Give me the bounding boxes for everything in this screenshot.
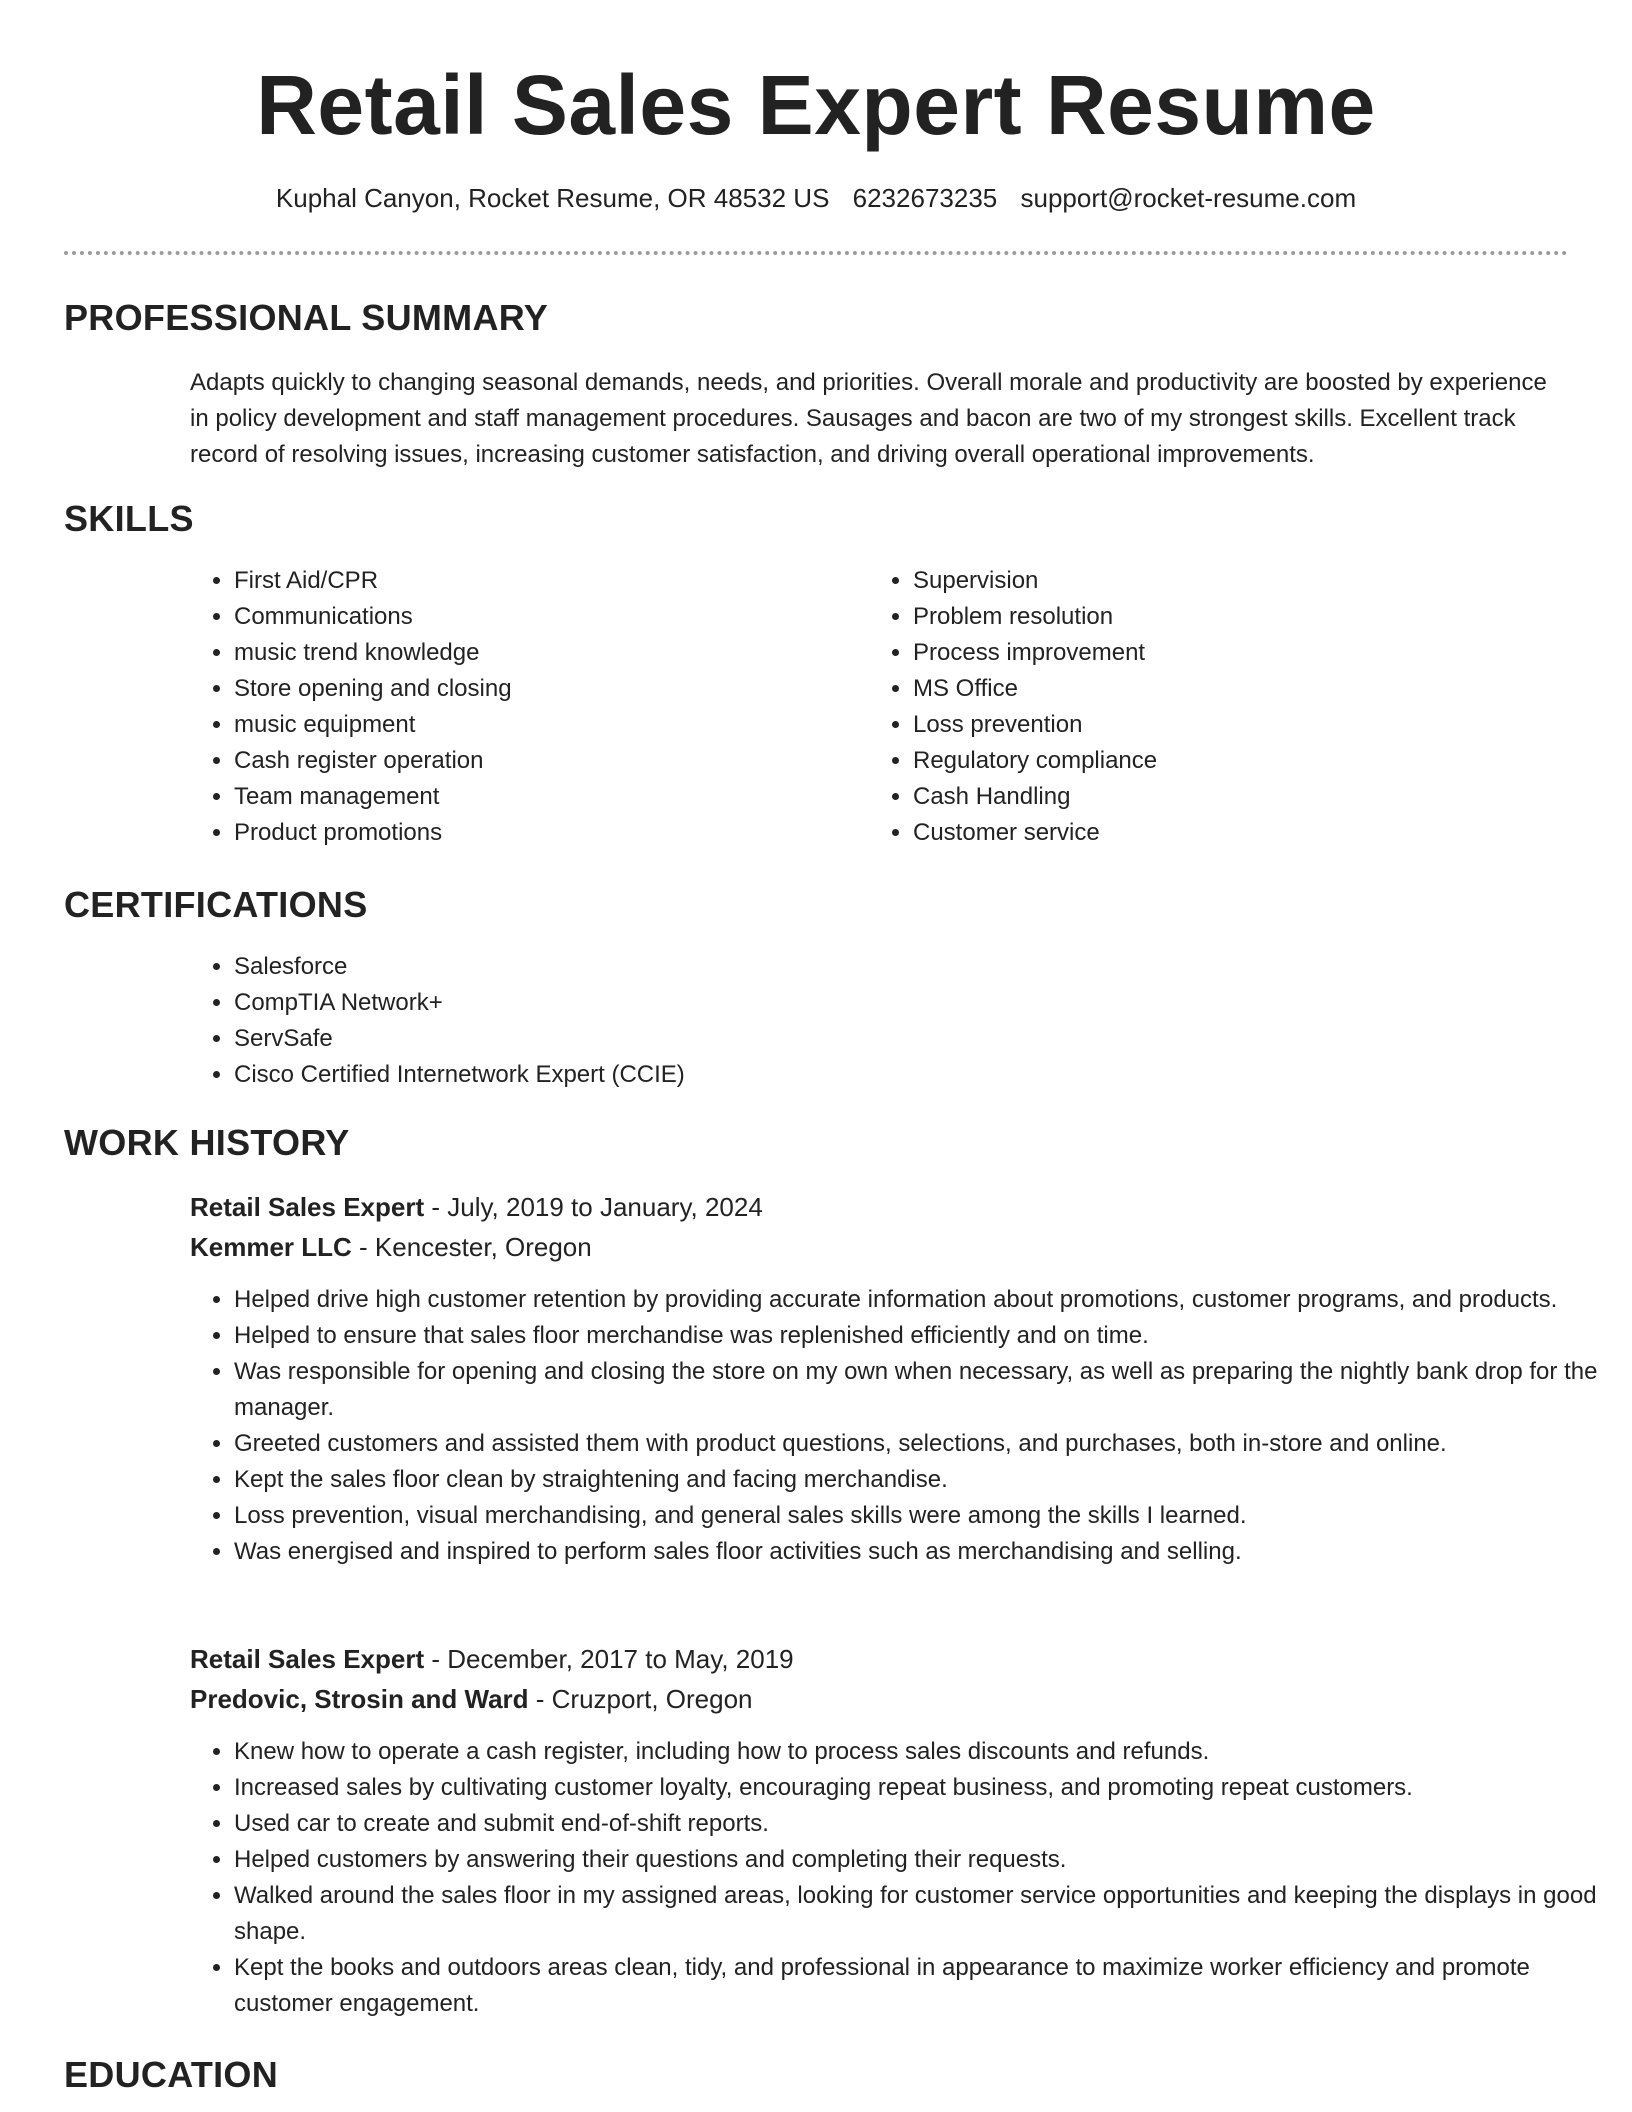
job-1-bullet: • Helped to ensure that sales floor merchandise was replenished efficiently and on time. xyxy=(234,1318,1614,1354)
education-heading: EDUCATION xyxy=(64,2054,279,2095)
job-1-dates: - July, 2019 to January, 2024 xyxy=(424,1192,763,1222)
job-2-company: Predovic, Strosin and Ward xyxy=(190,1684,529,1714)
job-2-bullet: • Knew how to operate a cash register, including how to process sales discounts and refunds. xyxy=(234,1734,1614,1770)
skill-item: • Regulatory compliance xyxy=(913,743,1473,779)
skill-item: • Problem resolution xyxy=(913,599,1473,635)
summary-heading: PROFESSIONAL SUMMARY xyxy=(64,297,549,338)
job-1-title-line xyxy=(190,1189,763,1225)
job-2-bullet: • Increased sales by cultivating customer loyalty, encouraging repeat business, and promoting repeat customers. xyxy=(234,1770,1614,1806)
work-history-heading: WORK HISTORY xyxy=(64,1122,350,1163)
skill-item: • Communications xyxy=(234,599,794,635)
resume-title: Retail Sales Expert Resume xyxy=(256,58,1376,152)
job-1-bullet: • Loss prevention, visual merchandising, and general sales skills were among the skills I learned. xyxy=(234,1498,1614,1534)
skills-heading: SKILLS xyxy=(64,498,194,539)
skill-item: • music equipment xyxy=(234,707,794,743)
job-1-title: Retail Sales Expert xyxy=(190,1192,425,1222)
skills-list-right xyxy=(869,563,1473,851)
job-2-company-line xyxy=(190,1681,753,1717)
job-1-bullet: • Greeted customers and assisted them with product questions, selections, and purchases, both in-store and online. xyxy=(234,1426,1614,1462)
skill-item: • Process improvement xyxy=(913,635,1473,671)
job-2-title-line xyxy=(190,1641,794,1677)
contact-phone: 6232673235 xyxy=(852,183,998,213)
skill-item: • Product promotions xyxy=(234,815,794,851)
skill-item: • First Aid/CPR xyxy=(234,563,794,599)
dotted-divider xyxy=(64,251,1568,255)
job-2-bullet: • Used car to create and submit end-of-shift reports. xyxy=(234,1806,1614,1842)
skill-item: • MS Office xyxy=(913,671,1473,707)
job-2-bullet: • Kept the books and outdoors areas clean, tidy, and professional in appearance to maximize worker efficiency and promote customer engagement. xyxy=(234,1950,1614,2022)
certification-item: • Cisco Certified Internetwork Expert (CCIE) xyxy=(234,1057,1134,1093)
contact-address: Kuphal Canyon, Rocket Resume, OR 48532 US xyxy=(275,183,830,213)
job-1-company: Kemmer LLC xyxy=(190,1232,352,1262)
skill-item: • Cash register operation xyxy=(234,743,794,779)
summary-text: Adapts quickly to changing seasonal demands, needs, and priorities. Overall morale and productivity are boosted by experience in policy development and staff management procedures. Sausages and bacon are two of my strongest skills. Excellent track record of resolving issues, increasing customer satisfaction, and driving overall operational improvements. xyxy=(190,369,1547,468)
job-2-bullet: • Helped customers by answering their questions and completing their requests. xyxy=(234,1842,1614,1878)
certifications-heading: CERTIFICATIONS xyxy=(64,884,368,925)
job-1-bullet: • Was energised and inspired to perform sales floor activities such as merchandising and selling. xyxy=(234,1534,1614,1570)
certification-item: • Salesforce xyxy=(234,949,1134,985)
job-1-bullet: • Helped drive high customer retention by providing accurate information about promotions, customer programs, and products. xyxy=(234,1282,1614,1318)
contact-email[interactable]: support@rocket-resume.com xyxy=(1020,183,1357,213)
job-1-company-line xyxy=(190,1229,592,1265)
job-2-bullet: • Walked around the sales floor in my assigned areas, looking for customer service opportunities and keeping the displays in good shape. xyxy=(234,1878,1614,1950)
certifications-list xyxy=(190,949,1134,1093)
job-2-location: - Cruzport, Oregon xyxy=(528,1684,753,1714)
job-2-dates: - December, 2017 to May, 2019 xyxy=(424,1644,794,1674)
skills-list-left xyxy=(190,563,794,851)
skill-item: • Team management xyxy=(234,779,794,815)
certification-item: • CompTIA Network+ xyxy=(234,985,1134,1021)
job-1-bullets xyxy=(190,1282,1614,1570)
certification-item: • ServSafe xyxy=(234,1021,1134,1057)
skill-item: • Loss prevention xyxy=(913,707,1473,743)
job-1-bullet: • Was responsible for opening and closing the store on my own when necessary, as well as preparing the nightly bank drop for the manager. xyxy=(234,1354,1614,1426)
contact-line xyxy=(0,180,1632,216)
skill-item: • Cash Handling xyxy=(913,779,1473,815)
skill-item: • Supervision xyxy=(913,563,1473,599)
job-1-bullet: • Kept the sales floor clean by straightening and facing merchandise. xyxy=(234,1462,1614,1498)
job-2-title: Retail Sales Expert xyxy=(190,1644,425,1674)
skill-item: • music trend knowledge xyxy=(234,635,794,671)
skill-item: • Store opening and closing xyxy=(234,671,794,707)
skill-item: • Customer service xyxy=(913,815,1473,851)
job-2-bullets xyxy=(190,1734,1614,2022)
job-1-location: - Kencester, Oregon xyxy=(351,1232,592,1262)
